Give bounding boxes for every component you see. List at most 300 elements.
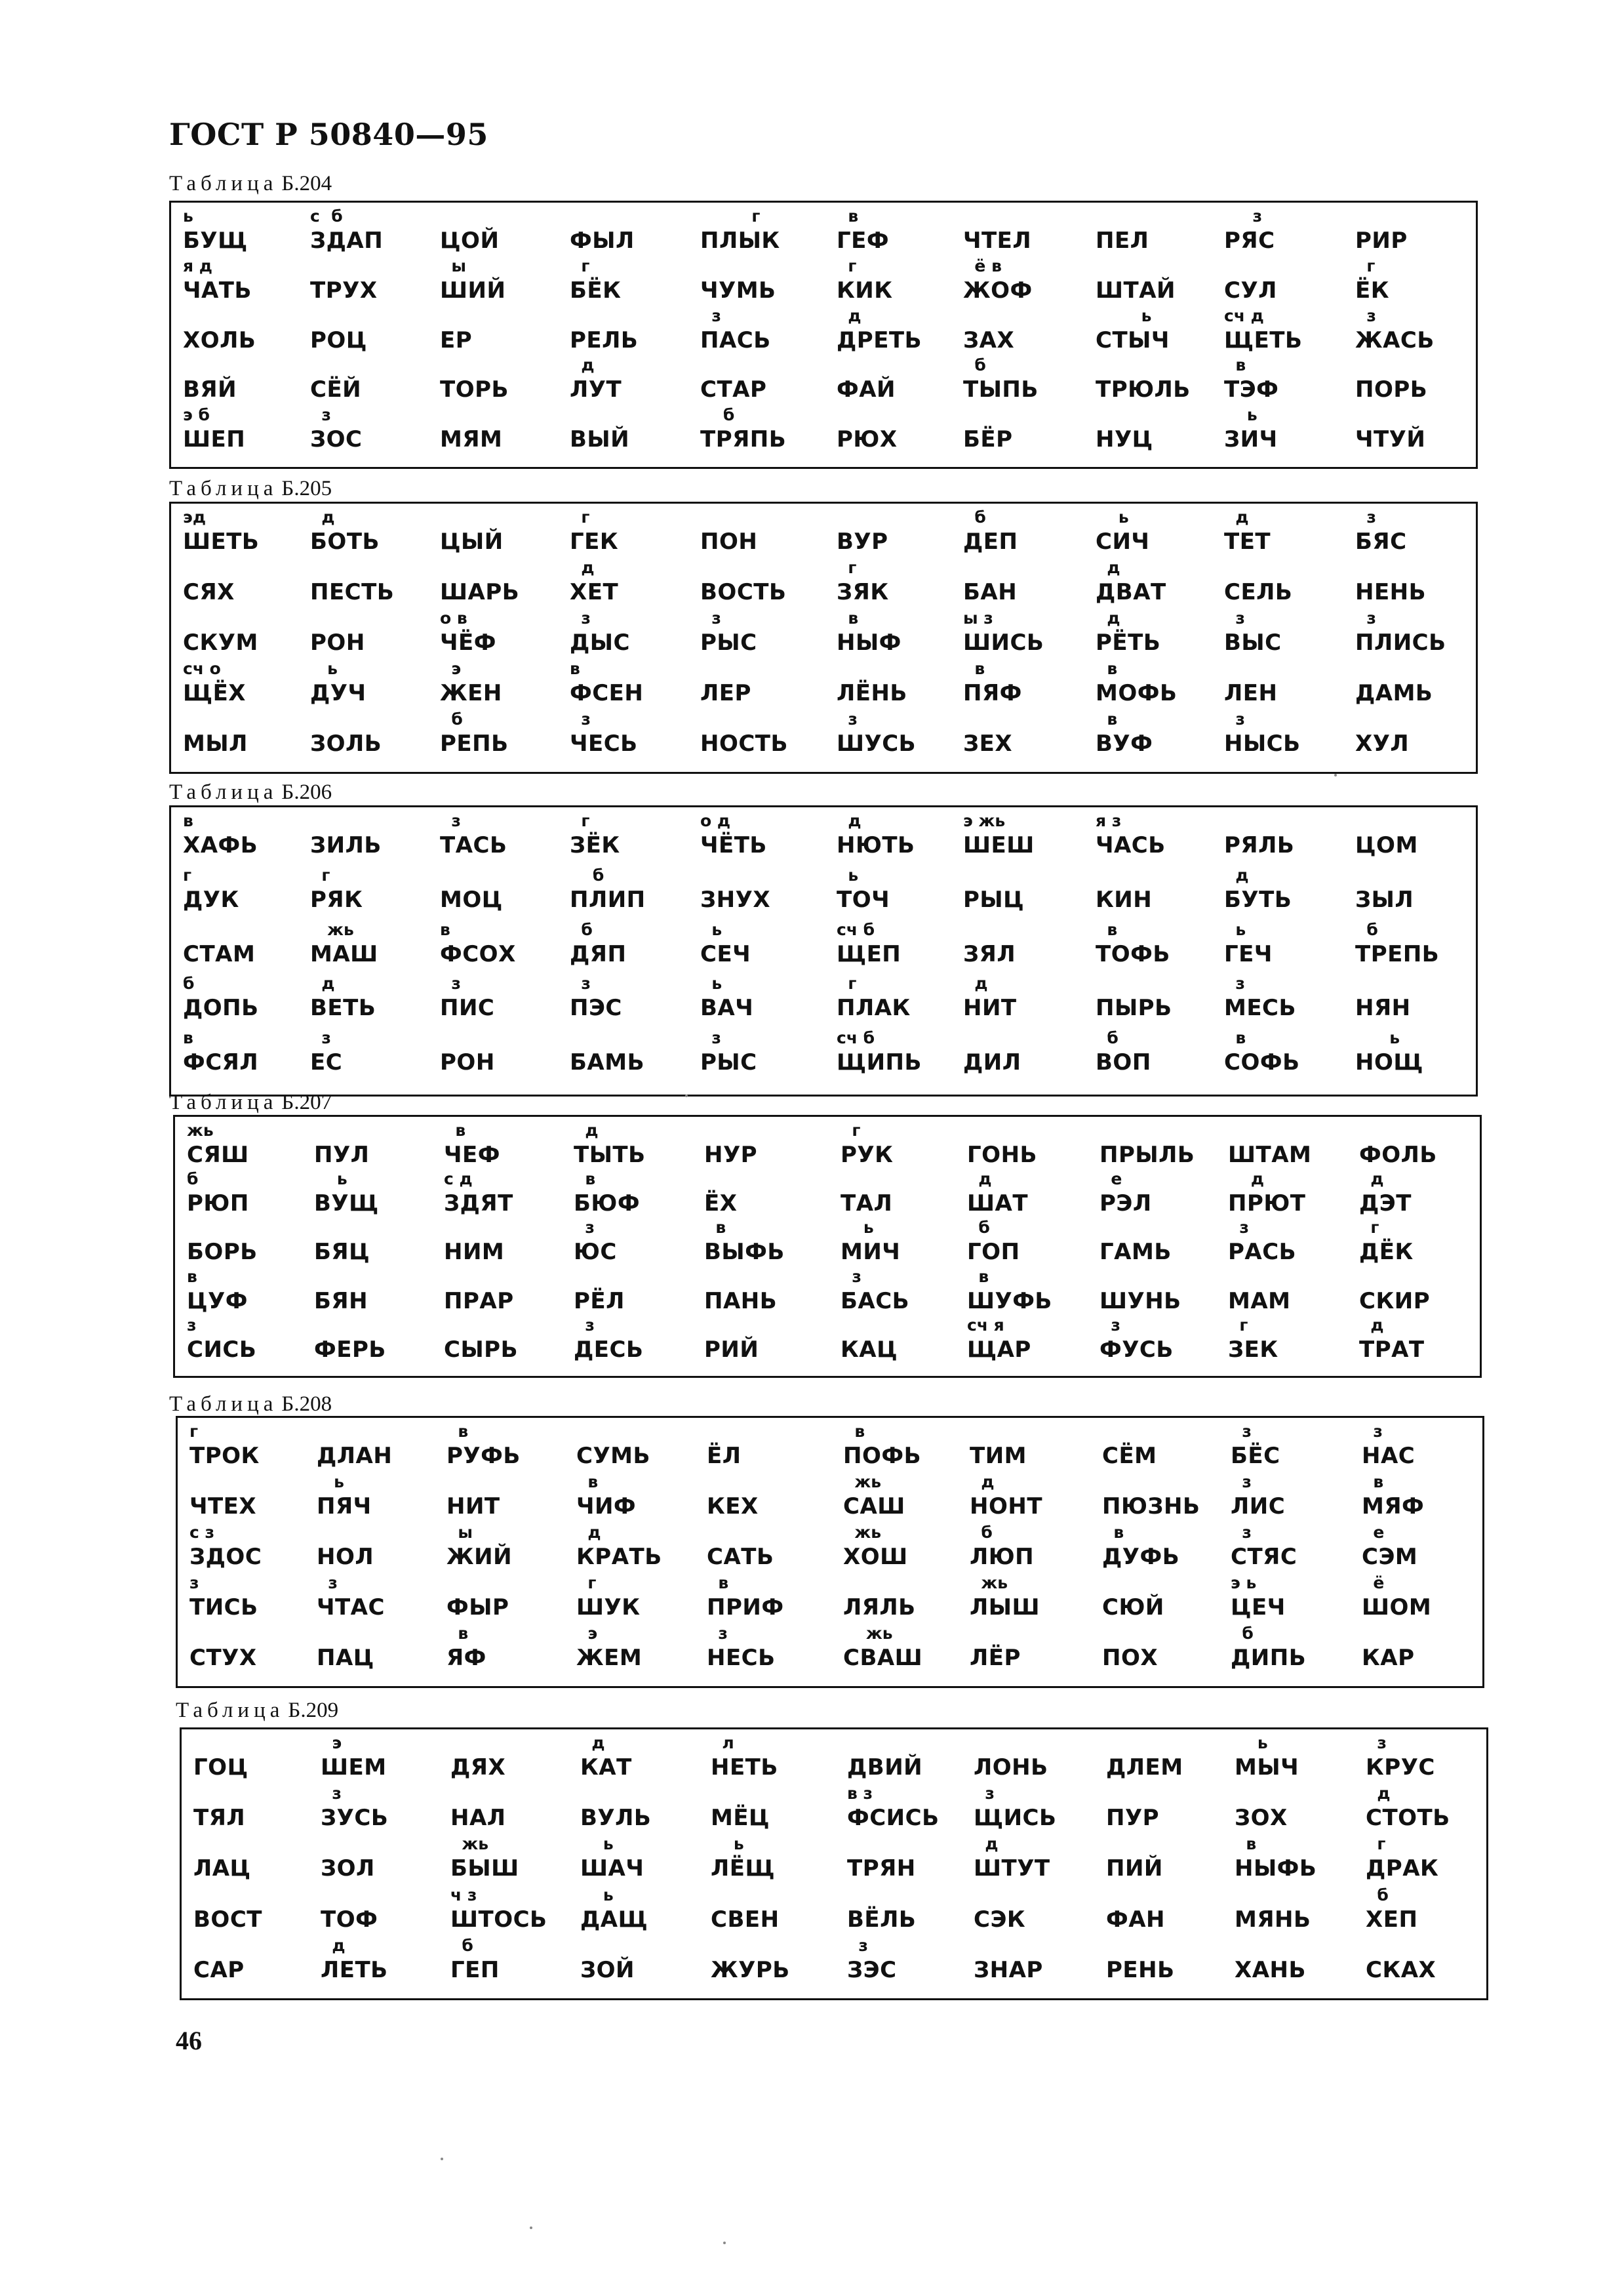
table-cell xyxy=(574,1171,705,1219)
cell-word: ЩЕП xyxy=(837,940,901,967)
cell-superscript: жь xyxy=(970,1573,1008,1592)
table-cell xyxy=(450,1836,582,1884)
cell-word: МАМ xyxy=(1228,1287,1291,1314)
cell-superscript: в xyxy=(1362,1472,1384,1491)
table-cell xyxy=(1355,1030,1486,1078)
table-cell xyxy=(183,559,314,608)
table-cell xyxy=(963,308,1094,356)
table-cell xyxy=(974,1735,1105,1783)
cell-word: ШЕТЬ xyxy=(183,529,260,555)
cell-word: ЩИСЬ xyxy=(974,1805,1057,1832)
cell-word: СУЛ xyxy=(1224,277,1277,304)
cell-word: РЯЛЬ xyxy=(1224,832,1295,858)
cell-word: ВЫС xyxy=(1224,630,1282,656)
cell-superscript: е xyxy=(1099,1169,1122,1189)
table-cell xyxy=(1224,407,1355,455)
scan-speck xyxy=(530,2226,532,2229)
table-cell xyxy=(183,660,314,709)
table-caption-number: Б.205 xyxy=(281,477,332,500)
cell-superscript: з xyxy=(189,1573,199,1592)
cell-superscript: в xyxy=(440,919,450,939)
table-cell xyxy=(837,357,968,405)
table-cell xyxy=(187,1122,318,1171)
table-cell xyxy=(321,1735,452,1783)
cell-word: ТРАТ xyxy=(1359,1336,1425,1363)
cell-word: ЗЕХ xyxy=(963,731,1013,757)
cell-word: ЗОХ xyxy=(1235,1805,1288,1832)
table-caption xyxy=(169,1392,332,1417)
cell-word: ВЫЙ xyxy=(570,426,630,453)
cell-superscript: б xyxy=(963,355,986,375)
cell-superscript: з xyxy=(700,306,721,325)
cell-word: ГОНЬ xyxy=(967,1142,1037,1168)
table-cell xyxy=(1099,1171,1231,1219)
cell-word: НЫСЬ xyxy=(1224,731,1301,757)
cell-word: САШ xyxy=(843,1493,905,1520)
cell-word: РЮХ xyxy=(837,426,898,453)
cell-word: КАР xyxy=(1362,1645,1415,1671)
cell-word: ФЫЛ xyxy=(570,228,635,254)
cell-word: ХОШ xyxy=(843,1544,908,1570)
cell-superscript: б xyxy=(1366,1885,1389,1904)
cell-word: ЖЕН xyxy=(440,680,502,706)
cell-superscript: з xyxy=(310,405,331,425)
cell-word: ПУР xyxy=(1106,1805,1160,1832)
cell-superscript: г xyxy=(570,256,590,275)
table-cell xyxy=(1224,660,1355,709)
cell-word: СИЧ xyxy=(1096,529,1150,555)
table-cell xyxy=(1231,1524,1362,1573)
cell-word: ЗИЧ xyxy=(1224,426,1278,453)
cell-word: ШАТ xyxy=(967,1190,1029,1217)
cell-word: ШАЧ xyxy=(580,1855,644,1882)
cell-word: РОЦ xyxy=(310,327,367,353)
table-cell xyxy=(837,975,968,1024)
table-cell xyxy=(1224,258,1355,306)
table-cell xyxy=(446,1524,578,1573)
table-cell xyxy=(576,1474,707,1522)
table-cell xyxy=(1355,921,1486,970)
cell-word: ЦУФ xyxy=(187,1287,248,1314)
cell-superscript: в xyxy=(1096,919,1118,939)
cell-word: ТЯЛ xyxy=(193,1805,246,1832)
cell-superscript: в xyxy=(1224,1028,1246,1048)
table-cell xyxy=(704,1171,835,1219)
table-cell xyxy=(700,308,831,356)
table-cell xyxy=(580,1937,711,1986)
cell-superscript: в xyxy=(187,1266,197,1286)
table-cell xyxy=(1106,1785,1237,1834)
cell-word: ШИСЬ xyxy=(963,630,1044,656)
table-cell xyxy=(310,258,441,306)
cell-word: ЗЕК xyxy=(1228,1336,1278,1363)
cell-word: ЗЯЛ xyxy=(963,940,1016,967)
table-cell xyxy=(1106,1735,1237,1783)
table-cell xyxy=(1359,1219,1490,1268)
table-cell xyxy=(321,1887,452,1935)
table-cell xyxy=(837,921,968,970)
table-cell xyxy=(440,660,571,709)
cell-superscript: б xyxy=(1355,919,1378,939)
table-cell xyxy=(1096,509,1227,557)
cell-superscript: г xyxy=(310,865,330,885)
table-cell xyxy=(1099,1122,1231,1171)
cell-word: ГЕФ xyxy=(837,228,890,254)
cell-word: НОЩ xyxy=(1355,1049,1423,1076)
cell-superscript: б xyxy=(1096,1028,1119,1048)
cell-word: НОСТЬ xyxy=(700,731,788,757)
table-cell xyxy=(189,1625,321,1674)
cell-word: РЕНЬ xyxy=(1106,1956,1175,1983)
table-cell xyxy=(967,1268,1098,1317)
cell-word: ДИПЬ xyxy=(1231,1645,1307,1671)
table-cell xyxy=(1099,1219,1231,1268)
table-cell xyxy=(193,1785,325,1834)
table-cell xyxy=(446,1423,578,1472)
table-cell xyxy=(570,208,701,256)
table-cell xyxy=(700,610,831,658)
cell-superscript: сч б xyxy=(837,919,875,939)
table-cell xyxy=(700,559,831,608)
table-cell xyxy=(1355,975,1486,1024)
table-cell xyxy=(580,1887,711,1935)
cell-word: ВАЧ xyxy=(700,995,754,1022)
table-cell xyxy=(570,509,701,557)
cell-word: ПОФЬ xyxy=(843,1443,921,1469)
table-cell xyxy=(1355,407,1486,455)
table-cell xyxy=(841,1317,972,1365)
table-cell xyxy=(963,610,1094,658)
table-cell xyxy=(574,1317,705,1365)
cell-word: ШТОСЬ xyxy=(450,1906,547,1933)
table-cell xyxy=(1102,1423,1233,1472)
cell-superscript: о в xyxy=(440,609,467,628)
page-number: 46 xyxy=(176,2026,202,2055)
cell-word: СТАР xyxy=(700,376,767,403)
cell-word: ЯФ xyxy=(446,1645,486,1671)
cell-word: БАН xyxy=(963,579,1018,605)
table-cell xyxy=(570,357,701,405)
table-cell xyxy=(183,610,314,658)
table-caption-number: Б.204 xyxy=(281,172,332,195)
table-cell xyxy=(1224,308,1355,356)
cell-word: ПЕСТЬ xyxy=(310,579,395,605)
cell-superscript: д xyxy=(570,355,595,375)
table-cell xyxy=(310,813,441,861)
table-cell xyxy=(967,1122,1098,1171)
table-cell xyxy=(847,1735,978,1783)
table-cell xyxy=(843,1575,974,1623)
table-cell xyxy=(310,407,441,455)
cell-word: САТЬ xyxy=(707,1544,774,1570)
cell-word: ЧЕСЬ xyxy=(570,731,638,757)
cell-superscript: д xyxy=(970,1472,995,1491)
table-cell xyxy=(1096,308,1227,356)
table-cell xyxy=(1366,1735,1497,1783)
table-cell xyxy=(1099,1268,1231,1317)
cell-superscript: ь xyxy=(1355,1028,1400,1048)
table-cell xyxy=(1366,1785,1497,1834)
cell-superscript: г xyxy=(837,256,857,275)
table-cell xyxy=(189,1474,321,1522)
cell-superscript: д xyxy=(1359,1169,1384,1189)
table-cell xyxy=(700,921,831,970)
table-cell xyxy=(193,1735,325,1783)
table-cell xyxy=(1355,258,1486,306)
cell-word: ДЯП xyxy=(570,940,627,967)
table-cell xyxy=(183,1030,314,1078)
table-cell xyxy=(700,711,831,759)
cell-word: МЯМ xyxy=(440,426,503,453)
table-cell xyxy=(570,610,701,658)
cell-superscript: жь xyxy=(450,1834,489,1854)
cell-word: ГЕП xyxy=(450,1956,500,1983)
cell-word: ПОРЬ xyxy=(1355,376,1428,403)
scan-speck xyxy=(441,2158,443,2160)
cell-word: ГОП xyxy=(967,1239,1020,1266)
cell-word: КАТ xyxy=(580,1754,632,1781)
cell-word: ЛУТ xyxy=(570,376,622,403)
table-cell xyxy=(1096,660,1227,709)
table-cell xyxy=(440,509,571,557)
cell-word: ФОЛЬ xyxy=(1359,1142,1437,1168)
cell-superscript: в з xyxy=(847,1784,873,1803)
cell-word: ЛИС xyxy=(1231,1493,1286,1520)
cell-word: ТИМ xyxy=(970,1443,1027,1469)
cell-word: РЭЛ xyxy=(1099,1190,1152,1217)
cell-superscript: з xyxy=(700,609,721,628)
table-cell xyxy=(837,509,968,557)
table-cell xyxy=(183,509,314,557)
table-cell xyxy=(1228,1219,1359,1268)
cell-word: ТИСЬ xyxy=(189,1594,258,1621)
cell-superscript: з xyxy=(570,974,591,994)
table-cell xyxy=(310,975,441,1024)
cell-superscript: б xyxy=(970,1523,993,1542)
cell-superscript: г xyxy=(189,1422,199,1441)
cell-superscript: в xyxy=(1224,355,1246,375)
cell-superscript: в xyxy=(574,1169,596,1189)
table-cell xyxy=(967,1219,1098,1268)
cell-word: ДУФЬ xyxy=(1102,1544,1180,1570)
cell-superscript: з xyxy=(1224,207,1263,226)
cell-superscript: в xyxy=(1102,1523,1124,1542)
cell-word: ШЕМ xyxy=(321,1754,387,1781)
cell-superscript: д xyxy=(574,1121,599,1140)
table-caption xyxy=(169,477,332,501)
cell-superscript: эд xyxy=(183,508,207,527)
table-caption xyxy=(176,1699,338,1723)
cell-superscript: э xyxy=(440,659,462,678)
cell-word: РЫС xyxy=(700,1049,757,1076)
table-cell xyxy=(314,1122,445,1171)
cell-superscript: э ь xyxy=(1231,1573,1257,1592)
table-cell xyxy=(317,1575,448,1623)
table-cell xyxy=(1096,610,1227,658)
cell-word: ПРАР xyxy=(444,1287,514,1314)
cell-word: ПУЛ xyxy=(314,1142,370,1168)
cell-superscript: в xyxy=(1096,659,1118,678)
cell-word: ФУСЬ xyxy=(1099,1336,1174,1363)
cell-word: ЁК xyxy=(1355,277,1390,304)
cell-word: БЁР xyxy=(963,426,1013,453)
cell-word: НЕНЬ xyxy=(1355,579,1427,605)
table-cell xyxy=(700,813,831,861)
table-cell xyxy=(570,559,701,608)
cell-superscript: з xyxy=(317,1573,338,1592)
cell-word: СЯХ xyxy=(183,579,235,605)
cell-word: ТОФ xyxy=(321,1906,378,1933)
cell-word: ПЭС xyxy=(570,995,622,1022)
table-cell xyxy=(704,1268,835,1317)
cell-superscript: з xyxy=(1362,1422,1383,1441)
table-cell xyxy=(187,1219,318,1268)
table-cell xyxy=(843,1625,974,1674)
table-cell xyxy=(440,357,571,405)
syllable-table xyxy=(180,1727,1488,2000)
table-cell xyxy=(1231,1575,1362,1623)
cell-superscript: д xyxy=(580,1733,605,1752)
table-cell xyxy=(314,1219,445,1268)
table-cell xyxy=(310,921,441,970)
table-cell xyxy=(963,407,1094,455)
cell-word: ФСИСЬ xyxy=(847,1805,940,1832)
cell-word: БАМЬ xyxy=(570,1049,644,1076)
cell-word: НЕСЬ xyxy=(707,1645,776,1671)
cell-superscript: е xyxy=(1362,1523,1385,1542)
cell-word: МИЧ xyxy=(841,1239,901,1266)
table-caption-label: Таблица xyxy=(176,1699,285,1722)
cell-word: КИК xyxy=(837,277,893,304)
cell-word: ПАСЬ xyxy=(700,327,771,353)
cell-word: ТРЮЛЬ xyxy=(1096,376,1191,403)
table-cell xyxy=(1096,407,1227,455)
table-cell xyxy=(580,1836,711,1884)
cell-word: ХЕТ xyxy=(570,579,619,605)
cell-superscript: з xyxy=(841,1266,862,1286)
cell-superscript: д xyxy=(837,306,862,325)
cell-word: ШУК xyxy=(576,1594,641,1621)
cell-word: СВЕН xyxy=(711,1906,780,1933)
table-cell xyxy=(440,711,571,759)
table-cell xyxy=(837,610,968,658)
table-cell xyxy=(1096,867,1227,916)
cell-word: ПАЦ xyxy=(317,1645,374,1671)
cell-superscript: з xyxy=(321,1784,342,1803)
table-cell xyxy=(963,208,1094,256)
cell-superscript: з xyxy=(1231,1422,1252,1441)
cell-word: ЧЁФ xyxy=(440,630,496,656)
cell-word: СОФЬ xyxy=(1224,1049,1300,1076)
table-cell xyxy=(700,867,831,916)
table-cell xyxy=(440,975,571,1024)
table-cell xyxy=(440,1030,571,1078)
cell-word: ТОРЬ xyxy=(440,376,509,403)
table-cell xyxy=(1228,1268,1359,1317)
cell-word: ЧАТЬ xyxy=(183,277,252,304)
table-cell xyxy=(841,1219,972,1268)
cell-word: ВЁЛЬ xyxy=(847,1906,917,1933)
cell-word: СЕЧ xyxy=(700,940,751,967)
cell-word: ЗИЛЬ xyxy=(310,832,382,858)
cell-word: ГЕК xyxy=(570,529,619,555)
cell-word: ПОХ xyxy=(1102,1645,1159,1671)
table-cell xyxy=(700,1030,831,1078)
document-title: ГОСТ Р 50840—95 xyxy=(169,117,488,152)
cell-word: ШОМ xyxy=(1362,1594,1432,1621)
scan-speck xyxy=(685,1095,688,1097)
table-caption xyxy=(169,172,332,196)
cell-superscript: в xyxy=(183,811,193,830)
table-cell xyxy=(1355,357,1486,405)
cell-superscript: ь xyxy=(317,1472,344,1491)
cell-superscript: г xyxy=(837,558,857,577)
table-cell xyxy=(1224,509,1355,557)
table-cell xyxy=(1362,1524,1493,1573)
cell-word: ПЮЗНЬ xyxy=(1102,1493,1200,1520)
cell-superscript: с б xyxy=(310,207,343,226)
cell-word: РЕЛЬ xyxy=(570,327,639,353)
cell-superscript: с д xyxy=(444,1169,473,1189)
cell-word: СТЫЧ xyxy=(1096,327,1170,353)
cell-superscript: в xyxy=(576,1472,599,1491)
table-cell xyxy=(700,660,831,709)
table-cell xyxy=(1102,1575,1233,1623)
cell-word: ВУЩ xyxy=(314,1190,379,1217)
table-cell xyxy=(187,1171,318,1219)
table-caption-label: Таблица xyxy=(169,780,278,804)
table-cell xyxy=(841,1122,972,1171)
table-cell xyxy=(310,660,441,709)
cell-word: ЗОЛЬ xyxy=(310,731,382,757)
table-cell xyxy=(974,1887,1105,1935)
cell-word: СТЯС xyxy=(1231,1544,1297,1570)
cell-word: ТЕТ xyxy=(1224,529,1271,555)
cell-superscript: в xyxy=(707,1573,729,1592)
cell-word: ЛЮП xyxy=(970,1544,1035,1570)
table-cell xyxy=(1228,1171,1359,1219)
cell-word: ЩЕТЬ xyxy=(1224,327,1303,353)
cell-superscript: з xyxy=(187,1315,197,1335)
cell-word: ШУНЬ xyxy=(1099,1287,1181,1314)
cell-word: БЮФ xyxy=(574,1190,641,1217)
cell-word: ТАЛ xyxy=(841,1190,893,1217)
cell-word: ЛЁЩ xyxy=(711,1855,776,1882)
cell-superscript: э жь xyxy=(963,811,1006,830)
table-cell xyxy=(1355,559,1486,608)
cell-word: НИТ xyxy=(446,1493,500,1520)
cell-word: РОН xyxy=(440,1049,495,1076)
cell-superscript: э xyxy=(576,1624,598,1643)
cell-word: РЯС xyxy=(1224,228,1275,254)
table-cell xyxy=(847,1836,978,1884)
cell-word: ЛЁНЬ xyxy=(837,680,907,706)
table-cell xyxy=(707,1474,838,1522)
cell-word: ПЫРЬ xyxy=(1096,995,1172,1022)
cell-word: ШТУТ xyxy=(974,1855,1050,1882)
table-cell xyxy=(570,308,701,356)
cell-superscript: г xyxy=(700,207,761,226)
cell-word: ДЛАН xyxy=(317,1443,393,1469)
table-cell xyxy=(1096,258,1227,306)
table-cell xyxy=(440,308,571,356)
cell-superscript: з xyxy=(837,710,858,729)
cell-word: КРУС xyxy=(1366,1754,1435,1781)
table-cell xyxy=(1224,921,1355,970)
cell-superscript: г xyxy=(1366,1834,1386,1854)
table-cell xyxy=(1235,1735,1366,1783)
cell-word: ПРИФ xyxy=(707,1594,784,1621)
